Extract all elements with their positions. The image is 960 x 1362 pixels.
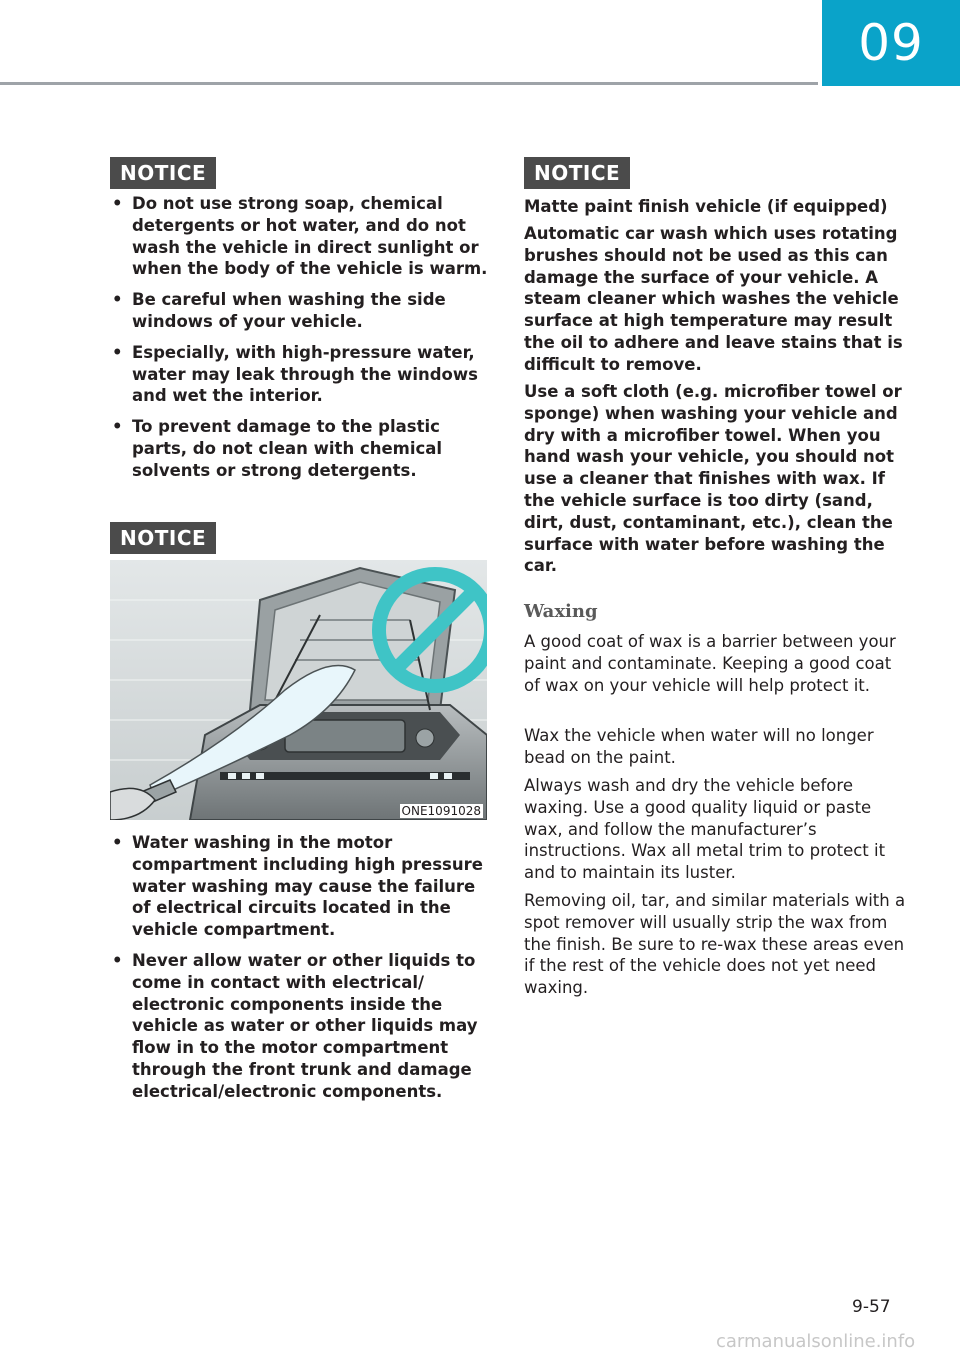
notice-label: NOTICE <box>110 157 216 189</box>
notice-label: NOTICE <box>524 157 630 189</box>
notice-bullet: • Especially, with high-pressure water, water may leak through the windows and wet the interior. <box>112 342 478 406</box>
notice-bullet: • To prevent damage to the plastic parts, do not clean with chemical solvents or strong detergents. <box>112 417 443 480</box>
engine-washing-illustration <box>110 560 487 820</box>
figure-code: ONE1091028 <box>401 804 481 818</box>
chapter-tab <box>822 0 960 86</box>
notice-label: NOTICE <box>110 522 216 554</box>
chapter-number: 09 <box>858 14 924 72</box>
header-rule <box>0 82 818 85</box>
notice-bullet-list <box>110 832 490 1112</box>
waxing-paragraph: Always wash and dry the vehicle before waxing. Use a good quality liquid or paste wax, and follow the manufacturer’s instructions. Wax all metal trim to protect it and to maintain its luster. <box>524 776 886 883</box>
page-number: 9-57 <box>852 1297 891 1317</box>
waxing-paragraph: Removing oil, tar, and similar materials with a spot remover will usually strip the wax from the finish. Be sure to re-wax these areas even if the rest of the vehicle does not yet need waxing. <box>524 891 906 998</box>
section-heading-waxing: Waxing <box>524 601 598 622</box>
watermark-url: carmanualsonline.info <box>716 1331 916 1352</box>
notice-paragraph: Use a soft cloth (e.g. microfiber towel or sponge) when washing your vehicle and dry with a microfiber towel. When you hand wash your vehicle, you should not use a cleaner that finishes with wax. If the vehicle surface is too dirty (sand, dirt, dust, contaminant, etc.), clean the surface with water before washing the car. <box>524 382 902 576</box>
waxing-paragraph: Wax the vehicle when water will no longer bead on the paint. <box>524 726 874 767</box>
waxing-paragraph: A good coat of wax is a barrier between your paint and contaminate. Keeping a good coat of wax on your vehicle will help protect it. <box>524 632 896 695</box>
notice-bullet-list <box>110 193 490 491</box>
notice-paragraph: Automatic car wash which uses rotating brushes should not be used as this can damage the surface of your vehicle. A steam cleaner which washes the vehicle surface at high temperature may result the oil to adhere and leave stains that is difficult to remove. <box>524 224 903 374</box>
notice-bullet: • Do not use strong soap, chemical detergents or hot water, and do not wash the vehicle in direct sunlight or when the body of the vehicle is warm. <box>112 194 488 279</box>
notice-bullet: • Never allow water or other liquids to come in contact with electrical/ electronic components inside the vehicle as water or other liquids may flow in to the motor compartment through the front trunk and damage electrical/electronic components. <box>112 950 478 1101</box>
notice-title: Matte paint finish vehicle (if equipped) <box>524 197 888 216</box>
illustration-graphic <box>110 560 487 820</box>
notice-bullet: • Be careful when washing the side windows of your vehicle. <box>112 290 446 331</box>
notice-bullet: • Water washing in the motor compartment including high pressure water washing may cause the failure of electrical circuits located in the vehicle compartment. <box>112 833 483 940</box>
